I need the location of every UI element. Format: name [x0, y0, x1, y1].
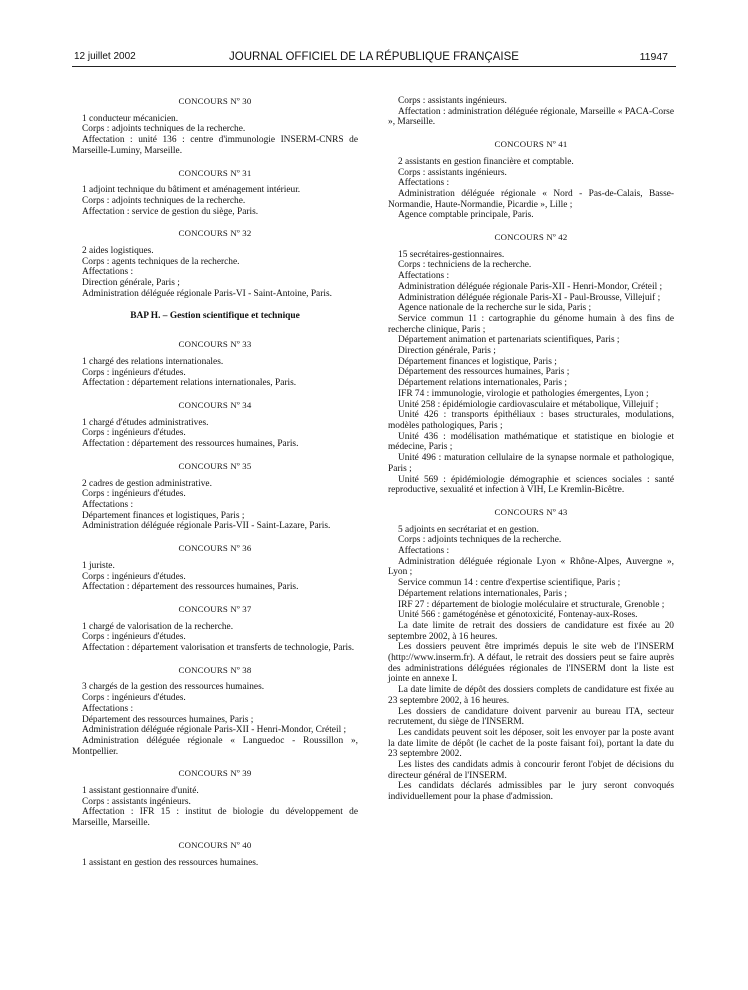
- text-paragraph: Administration déléguée régionale Paris-VI - Saint-Antoine, Paris.: [82, 288, 332, 299]
- title-spacer: [72, 321, 358, 328]
- text-paragraph: Corps : assistants ingénieurs.: [82, 796, 191, 807]
- text-paragraph: Service commun 11 : cartographie du génome humain à des fins de recherche clinique, Paris ;: [388, 313, 674, 335]
- text-paragraph: Unité 569 : épidémiologie démographie et sciences sociales : santé reproductive, sexualité et infection à VIH, Le Kremlin-Bicêtre.: [388, 474, 674, 496]
- text-paragraph: Affectations :: [398, 271, 450, 282]
- concours-title: CONCOURS Nº 39: [178, 768, 252, 779]
- concours-title: CONCOURS Nº 30: [178, 96, 252, 106]
- page-header: [0, 51, 748, 65]
- text-paragraph: 1 chargé de valorisation de la recherche.: [82, 621, 234, 632]
- concours-title: CONCOURS Nº 41: [494, 139, 568, 150]
- section-spacer: [72, 217, 358, 228]
- title-spacer: [72, 350, 358, 357]
- text-paragraph: Corps : techniciens de la recherche.: [398, 260, 532, 271]
- title-spacer: [388, 243, 674, 250]
- text-paragraph: 1 chargé d'études administratives.: [82, 417, 209, 428]
- concours-title: CONCOURS Nº 37: [178, 603, 252, 614]
- text-paragraph: Corps : ingénieurs d'études.: [82, 571, 186, 582]
- text-paragraph: 15 secrétaires-gestionnaires.: [398, 249, 505, 260]
- text-paragraph: Affectation : service de gestion du siège, Paris.: [82, 206, 259, 217]
- text-paragraph: Les dossiers de candidature doivent parvenir au bureau ITA, secteur recrutement, du siège de l'INSERM.: [388, 706, 674, 728]
- concours-title: CONCOURS Nº 35: [178, 460, 252, 471]
- section-spacer: [72, 654, 358, 665]
- text-paragraph: Corps : adjoints techniques de la recherche.: [398, 535, 562, 546]
- text-paragraph: 2 cadres de gestion administrative.: [82, 478, 212, 489]
- text-paragraph: Corps : ingénieurs d'études.: [82, 632, 186, 643]
- text-paragraph: Corps : ingénieurs d'études.: [82, 428, 186, 439]
- text-paragraph: Affectations :: [398, 178, 450, 189]
- text-paragraph: Agence comptable principale, Paris.: [398, 210, 534, 221]
- concours-title: CONCOURS Nº 36: [178, 543, 252, 554]
- text-paragraph: 1 conducteur mécanicien.: [82, 113, 179, 124]
- header-rule: [72, 66, 676, 67]
- text-paragraph: Affectation : département relations internationales, Paris.: [82, 378, 297, 389]
- text-paragraph: Administration déléguée régionale Paris-XI - Paul-Brousse, Villejuif ;: [398, 292, 661, 303]
- text-paragraph: Agence nationale de la recherche sur le sida, Paris ;: [398, 303, 592, 314]
- title-spacer: [72, 851, 358, 858]
- text-paragraph: Département finances et logistiques, Paris ;: [82, 510, 245, 521]
- text-paragraph: Administration déléguée régionale Paris-VII - Saint-Lazare, Paris.: [82, 521, 331, 532]
- concours-title: CONCOURS Nº 40: [178, 839, 252, 850]
- text-paragraph: Affectations :: [398, 546, 450, 557]
- text-paragraph: Département relations internationales, Paris ;: [398, 588, 567, 599]
- title-spacer: [72, 675, 358, 682]
- text-paragraph: 1 chargé des relations internationales.: [82, 356, 224, 367]
- text-paragraph: 5 adjoints en secrétariat et en gestion.: [398, 524, 539, 535]
- text-paragraph: Corps : ingénieurs d'études.: [82, 489, 186, 500]
- header-title: JOURNAL OFFICIEL DE LA RÉPUBLIQUE FRANÇAISE: [229, 51, 519, 63]
- text-paragraph: Les candidats déclarés admissibles par le jury seront convoqués individuellement pour la phase d'admission.: [388, 781, 674, 803]
- text-paragraph: Les listes des candidats admis à concourir feront l'objet de décisions du directeur général de l'INSERM.: [388, 760, 674, 781]
- text-paragraph: Corps : ingénieurs d'études.: [82, 367, 186, 378]
- text-paragraph: Affectations :: [82, 703, 134, 714]
- text-paragraph: Corps : ingénieurs d'études.: [82, 693, 186, 704]
- text-paragraph: 1 adjoint technique du bâtiment et aménagement intérieur.: [82, 185, 301, 196]
- text-paragraph: Affectations :: [82, 499, 134, 510]
- text-paragraph: Unité 426 : transports épithéliaux : bases structurales, modulations, modèles pathologiques, Paris ;: [388, 410, 674, 431]
- text-paragraph: 2 assistants en gestion financière et comptable.: [398, 156, 574, 167]
- header-page-number: 11947: [639, 51, 668, 63]
- section-spacer: [72, 829, 358, 840]
- text-paragraph: Direction générale, Paris ;: [82, 278, 180, 289]
- section-spacer: [72, 450, 358, 461]
- text-paragraph: 3 chargés de la gestion des ressources humaines.: [82, 682, 265, 693]
- text-paragraph: La date limite de retrait des dossiers de candidature est fixée au 20 septembre 2002, à 16 heures.: [388, 620, 674, 642]
- text-paragraph: 1 juriste.: [82, 560, 115, 571]
- bap-heading: BAP H. – Gestion scientifique et technique: [130, 310, 300, 321]
- section-spacer: [72, 157, 358, 168]
- text-paragraph: Affectation : IFR 15 : institut de biologie du développement de Marseille, Marseille.: [72, 807, 358, 829]
- section-spacer: [72, 757, 358, 768]
- title-spacer: [72, 779, 358, 786]
- text-paragraph: Département des ressources humaines, Paris ;: [82, 714, 254, 725]
- text-paragraph: Corps : assistants ingénieurs.: [398, 167, 507, 178]
- text-paragraph: Administration déléguée régionale Lyon « Rhône-Alpes, Auvergne », Lyon ;: [388, 556, 674, 578]
- text-paragraph: Administration déléguée régionale Paris-XII - Henri-Mondor, Créteil ;: [82, 725, 347, 736]
- text-paragraph: Corps : agents techniques de la recherche.: [82, 256, 240, 267]
- text-paragraph: Administration déléguée régionale « Languedoc - Roussillon », Montpellier.: [72, 735, 358, 757]
- text-paragraph: Les dossiers peuvent être imprimés depuis le site web de l'INSERM (http://www.inserm.fr). A défaut, le retrait des dossiers peut se faire auprès des administrations déléguées régionales de l'INSERM dont la liste est jointe en annexe I.: [388, 642, 674, 685]
- title-spacer: [72, 615, 358, 622]
- text-paragraph: Administration déléguée régionale Paris-XII - Henri-Mondor, Créteil ;: [398, 281, 663, 292]
- section-spacer: [388, 221, 674, 232]
- section-spacer: [72, 389, 358, 400]
- text-paragraph: Direction générale, Paris ;: [398, 346, 496, 357]
- text-paragraph: 1 assistant en gestion des ressources humaines.: [82, 857, 259, 868]
- right-column: [388, 96, 674, 803]
- title-spacer: [72, 411, 358, 418]
- text-paragraph: IRF 27 : département de biologie moléculaire et structurale, Grenoble ;: [398, 599, 665, 610]
- left-column: [72, 96, 358, 868]
- text-paragraph: Unité 258 : épidémiologie cardiovasculaire et métabolique, Villejuif ;: [398, 399, 659, 410]
- text-paragraph: Affectation : département valorisation et transferts de technologie, Paris.: [82, 643, 355, 654]
- text-paragraph: La date limite de dépôt des dossiers complets de candidature est fixée au 23 septembre 2002, à 16 heures.: [388, 685, 674, 706]
- text-paragraph: 2 aides logistiques.: [82, 246, 154, 257]
- text-paragraph: Corps : assistants ingénieurs.: [398, 96, 507, 106]
- title-spacer: [72, 472, 358, 479]
- title-spacer: [72, 554, 358, 561]
- text-paragraph: Unité 436 : modélisation mathématique et statistique en biologie et médecine, Paris ;: [388, 431, 674, 453]
- title-spacer: [72, 239, 358, 246]
- text-paragraph: IFR 74 : immunologie, virologie et pathologies émergentes, Lyon ;: [398, 388, 649, 399]
- text-paragraph: Unité 496 : maturation cellulaire de la synapse normale et pathologique, Paris ;: [388, 453, 674, 474]
- concours-title: CONCOURS Nº 32: [178, 228, 252, 239]
- concours-title: CONCOURS Nº 34: [178, 400, 252, 411]
- title-spacer: [388, 150, 674, 157]
- section-spacer: [72, 300, 358, 311]
- title-spacer: [72, 178, 358, 185]
- text-paragraph: Département des ressources humaines, Paris ;: [398, 367, 570, 378]
- text-paragraph: Département animation et partenariats scientifiques, Paris ;: [398, 335, 620, 346]
- text-paragraph: Département relations internationales, Paris ;: [398, 378, 567, 389]
- text-paragraph: Affectation : administration déléguée régionale, Marseille « PACA-Corse », Marseille.: [388, 106, 674, 128]
- section-spacer: [72, 532, 358, 543]
- text-paragraph: Affectation : département des ressources humaines, Paris.: [82, 582, 299, 593]
- text-paragraph: Service commun 14 : centre d'expertise scientifique, Paris ;: [398, 578, 621, 589]
- text-paragraph: Corps : adjoints techniques de la recherche.: [82, 195, 246, 206]
- section-spacer: [72, 593, 358, 604]
- concours-title: CONCOURS Nº 33: [178, 339, 252, 350]
- text-paragraph: Administration déléguée régionale « Nord - Pas-de-Calais, Basse-Normandie, Haute-Normandie, Picardie », Lille ;: [388, 188, 674, 210]
- text-paragraph: Affectations :: [82, 267, 134, 278]
- title-spacer: [388, 518, 674, 525]
- concours-title: CONCOURS Nº 42: [494, 232, 568, 243]
- section-spacer: [72, 328, 358, 339]
- title-spacer: [72, 107, 358, 114]
- section-spacer: [388, 496, 674, 507]
- text-paragraph: Affectation : unité 136 : centre d'immunologie INSERM-CNRS de Marseille-Luminy, Marseille.: [72, 135, 358, 156]
- text-paragraph: Unité 566 : gamétogénèse et génotoxicité, Fontenay-aux-Roses.: [398, 610, 638, 621]
- concours-title: CONCOURS Nº 43: [494, 506, 568, 517]
- concours-title: CONCOURS Nº 31: [178, 167, 252, 178]
- text-paragraph: 1 assistant gestionnaire d'unité.: [82, 786, 199, 797]
- concours-title: CONCOURS Nº 38: [178, 664, 252, 675]
- text-paragraph: Département finances et logistique, Paris ;: [398, 356, 557, 367]
- section-spacer: [388, 128, 674, 139]
- header-date: 12 juillet 2002: [74, 51, 136, 62]
- text-paragraph: Les candidats peuvent soit les déposer, soit les envoyer par la poste avant la date limite de dépôt (le cachet de la poste faisant foi), portant la date du 23 septembre 2002.: [388, 727, 674, 760]
- text-paragraph: Affectation : département des ressources humaines, Paris.: [82, 439, 299, 450]
- text-paragraph: Corps : adjoints techniques de la recherche.: [82, 124, 246, 135]
